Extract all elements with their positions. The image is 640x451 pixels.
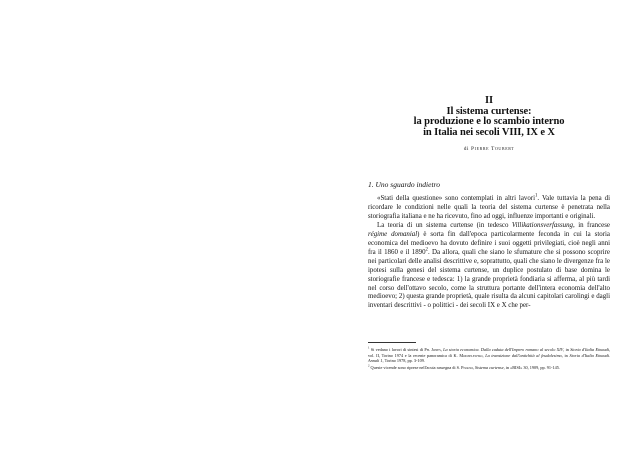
footnote-work-title: Storia d'Italia Einaudi. Annali 1 [368,352,611,364]
footnote-2 [368,365,610,371]
footnotes [368,347,610,372]
footnote-text: Si vedano i lavori di sintesi di [370,347,425,352]
footnote-work-title: Storia d'Italia Einaudi [570,347,609,352]
footnote-number: 2 [368,363,370,368]
paragraph-text: . Vale tuttavia la pena di ricordare le condizioni nelle quali la teoria del sistema curtense è penetrata nella storiografia italiana e ne ha ricevuto, fino ad oggi, influenze importanti e originali. [368,195,610,220]
footnote-ref-1: 1 [535,193,538,199]
paragraph-text: , in francese [573,221,610,229]
footnote-separator [368,342,416,343]
right-page [368,0,610,451]
paragraph-text: . Da allora, quali che siano le sfumature che si possono scoprire nei particolari delle analisi descrittive e, soprattutto, quali che siano le divergenze fra le ipotesi sulla genesi del sistema curtense, un duplice postulato di base domina le storiografie francese e tedesca: 1) la grande proprietà fondiaria si afferma, al più tardi nel corso dell'ottavo secolo, come la struttura portante dell'intera economia dell'alto medioevo; 2) questa grande proprietà, quale risulta da alcuni capitolari carolingi e dagli inventari descrittivi - o polittici - dei secoli IX e X che per- [368,248,610,310]
footnote-author: Ph. Jones [424,347,441,352]
chapter-number: II [485,95,493,106]
chapter-title-block [368,96,610,152]
byline-prefix: di [463,146,470,152]
paragraph-text: La teoria di un sistema curtense (in tedesco [377,221,512,229]
chapter-title-line-1: Il sistema curtense: [446,105,532,117]
footnote-author: S. Pivano [456,365,473,371]
footnote-text: , [482,352,486,358]
chapter-title-line-3: in Italia nei secoli VIII, IX e X [423,126,555,138]
byline [368,146,610,152]
footnote-ref-2: 2 [425,247,428,253]
footnote-text: , [440,347,444,352]
footnote-1 [368,347,610,364]
footnote-text: , in [561,352,570,358]
footnote-work-title: Sistema curtense [474,365,504,371]
footnote-number: 1 [368,345,370,350]
footnote-text: Queste vicende sono riprese nell'acuta rassegna di [370,365,457,371]
paragraph-text: «Stati della questione» sono contemplati in altri lavori [377,195,535,202]
body-text [368,195,610,311]
section-heading: 1. Uno sguardo indietro [368,180,440,189]
footnote-work-title: La storia economica. Dalla caduta dell'Impero romano al secolo XIV [443,347,564,352]
chapter-title-line-2: la produzione e lo scambio interno [413,116,565,127]
term-german: Villikationsverfassung [511,221,574,229]
footnote-text: , in [563,347,571,352]
author-name: Pierre Toubert [471,146,515,152]
footnote-author: K. Modzelewski [453,352,483,358]
footnote-text: , vol. II, Torino 1974 e la recente panoramica di [368,347,611,358]
term-french: régime domanial [368,230,418,238]
footnote-text: , Torino 1978, pp. 3-109. [382,358,425,364]
footnote-text: , in «BISI» 30, 1909, pp. 91-145. [503,365,560,371]
paragraph-2 [368,222,610,312]
footnote-text: , [472,365,475,371]
paragraph-text: ) è sorta fin dall'epoca particolarmente feconda in cui la storia economica del medioevo ha dovuto definire i suoi oggetti privilegiati, cioè negli anni fra il 1860 e il 1890 [368,230,610,256]
footnote-work-title: La transizione dall'antichità al feudalesimo [485,352,562,358]
paragraph-1 [368,195,610,222]
